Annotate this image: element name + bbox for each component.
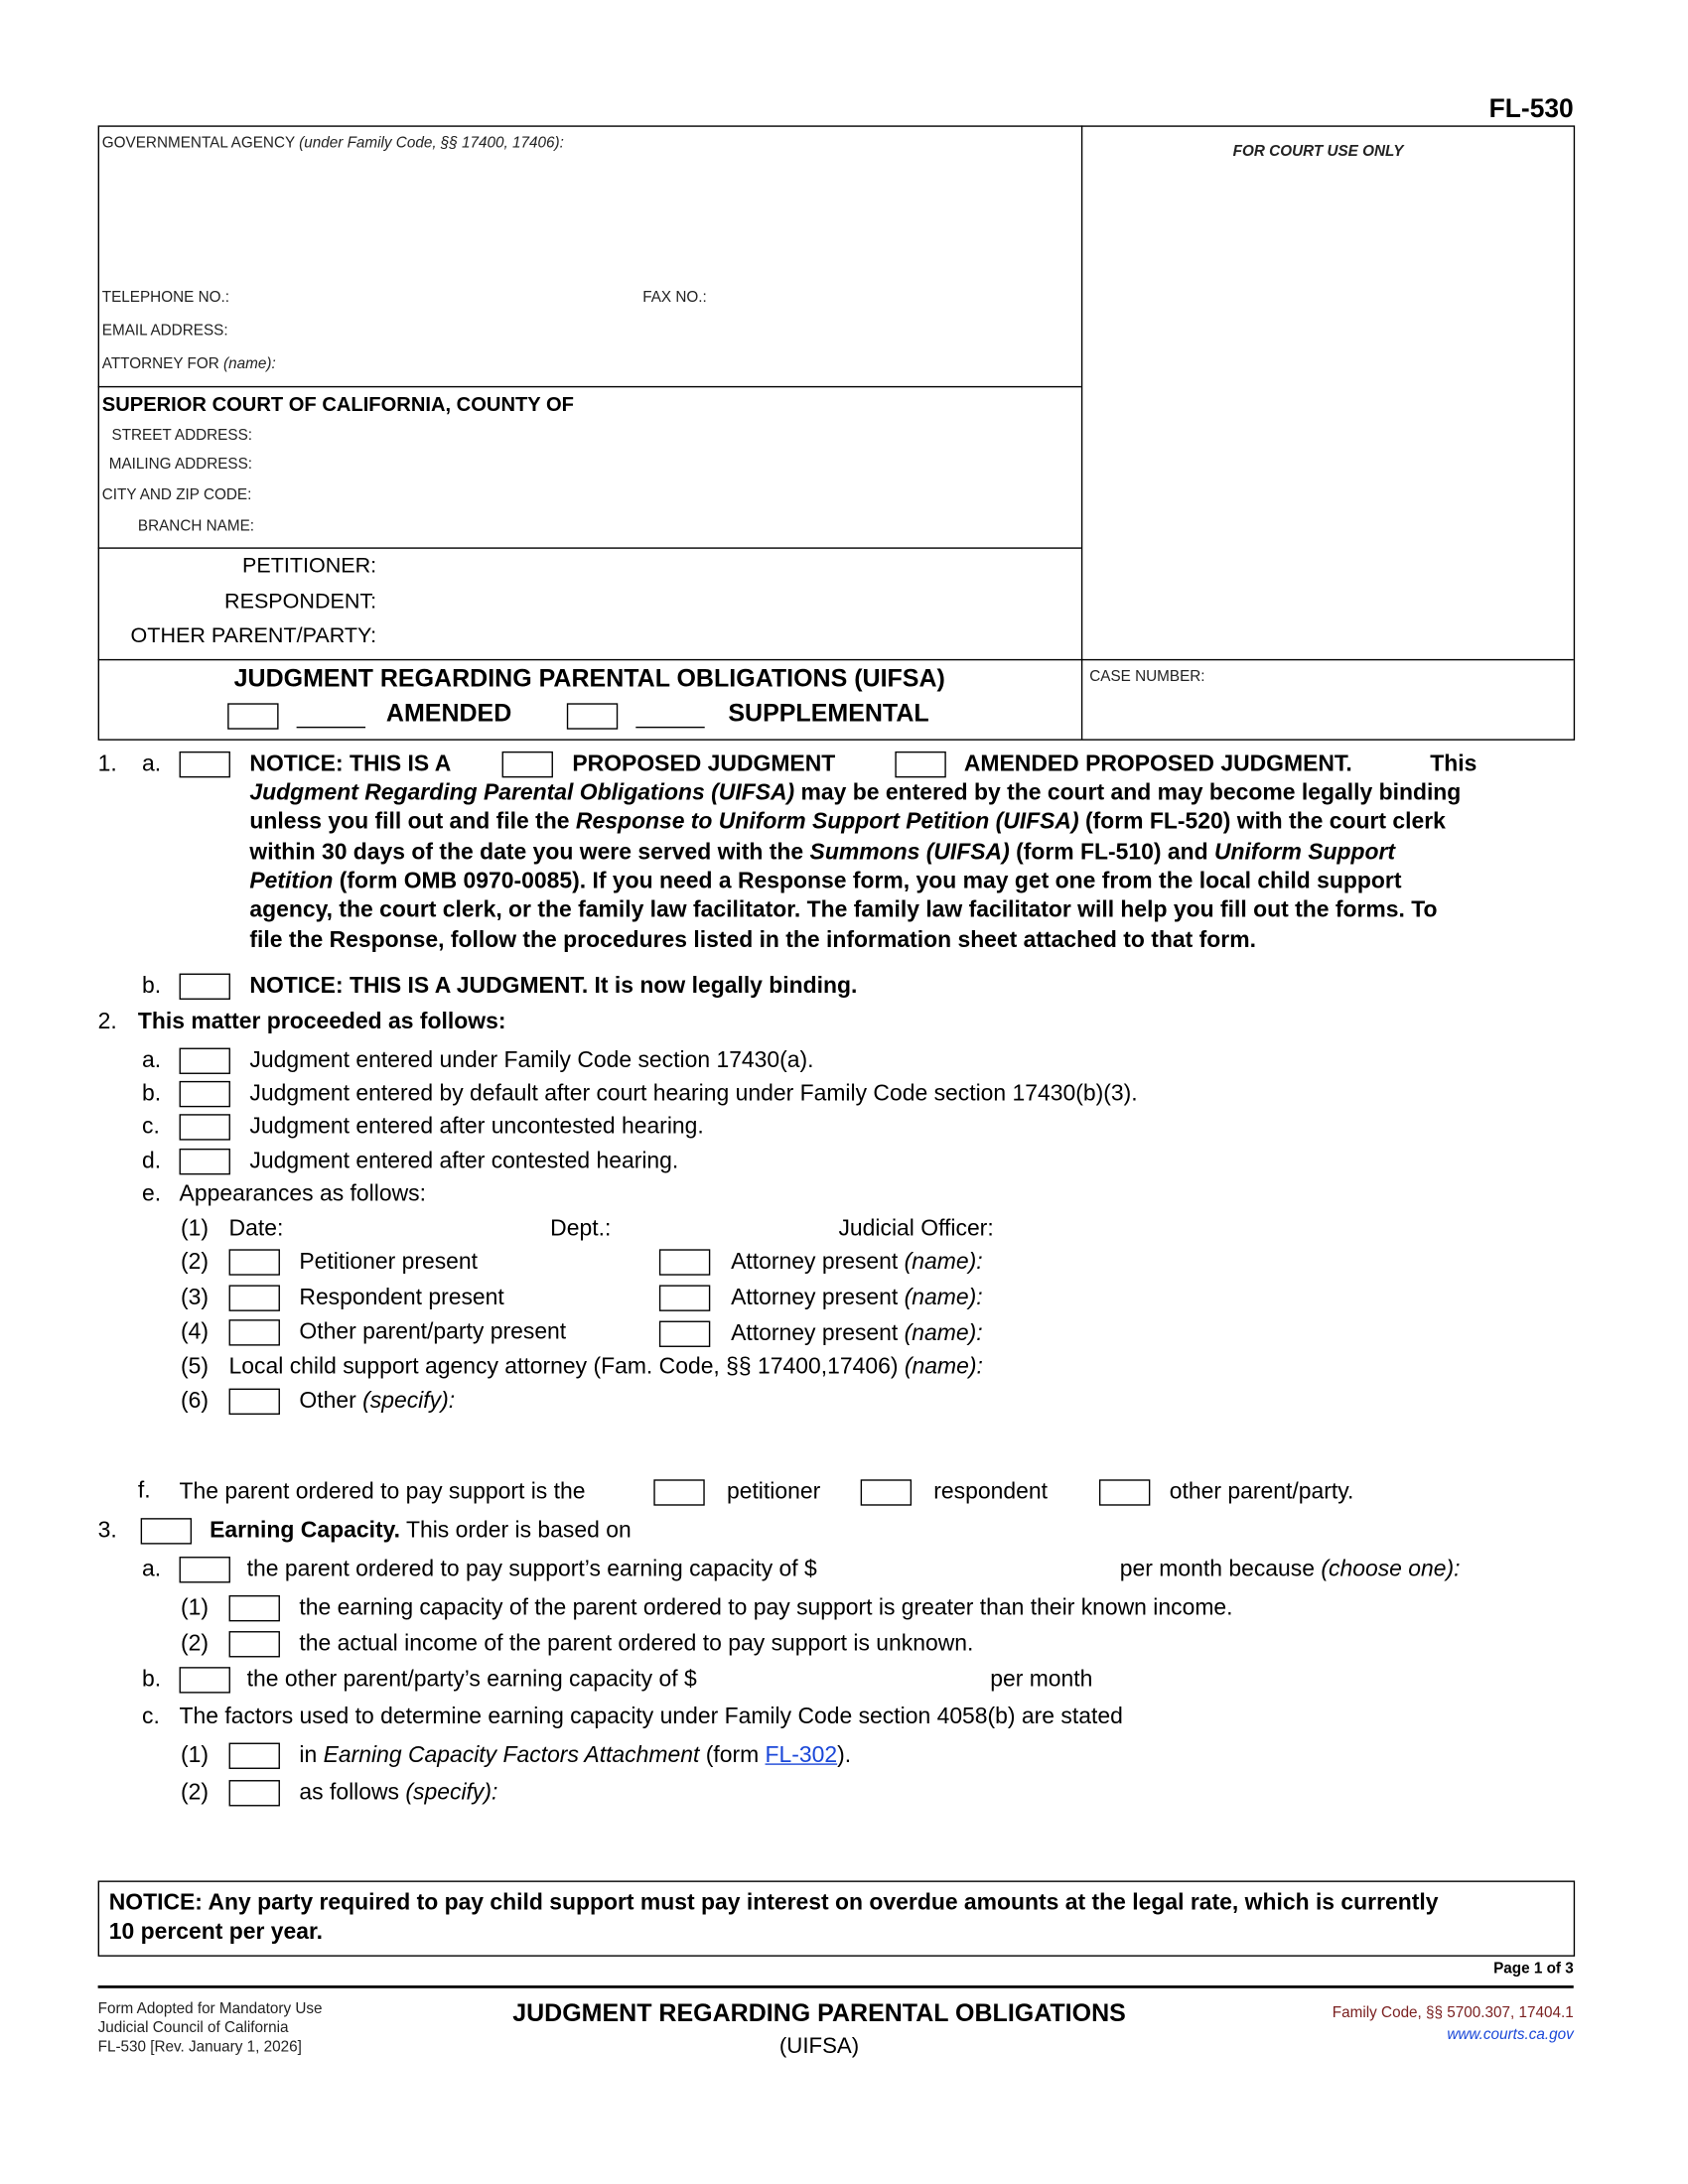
payor-earning-capacity-checkbox[interactable] [180, 1557, 230, 1582]
interest-notice-text: 10 percent per year. [108, 1919, 324, 1945]
divider [98, 659, 1574, 660]
statute-references: Family Code, §§ 5700.307, 17404.1 [1332, 2004, 1574, 2022]
payor-other-party-checkbox[interactable] [1099, 1479, 1150, 1505]
divider [1081, 125, 1082, 739]
item-number: (3) [180, 1285, 209, 1310]
option-label: Attorney present (name): [731, 1320, 983, 1346]
amended-proposed-checkbox[interactable] [895, 751, 945, 777]
option-label: Attorney present (name): [731, 1285, 983, 1310]
local-agency-label: Local child support agency attorney (Fam. Code, §§ 17400,17406) (name): [228, 1353, 983, 1379]
option-label: respondent [933, 1479, 1048, 1505]
item-letter: e. [142, 1181, 162, 1207]
notice-proposed-checkbox[interactable] [180, 751, 230, 777]
form-adoption-info: Form Adopted for Mandatory Use Judicial Council of California FL-530 [Rev. January 1, 2026] [97, 2000, 323, 2056]
payor-label: The parent ordered to pay support is the [179, 1479, 586, 1505]
notice-text: This [1430, 751, 1477, 776]
earning-capacity-checkbox[interactable] [141, 1518, 192, 1544]
item-letter: b. [142, 1667, 162, 1693]
amended-checkbox[interactable] [227, 703, 278, 729]
telephone-label: TELEPHONE NO.: [101, 289, 229, 307]
case-number-label: CASE NUMBER: [1089, 668, 1205, 686]
option-label: Attorney present (name): [731, 1249, 983, 1275]
option-label: the parent ordered to pay support’s earning capacity of $ [246, 1557, 817, 1582]
interest-notice-text: NOTICE: Any party required to pay child support must pay interest on overdue amounts at the legal rate, which is currently [108, 1890, 1439, 1916]
courts-website-link[interactable]: www.courts.ca.gov [1447, 2026, 1574, 2044]
fax-label: FAX NO.: [642, 289, 707, 307]
option-label: Respondent present [299, 1285, 504, 1310]
notice-text: unless you fill out and file the Response to Uniform Support Petition (UIFSA) (form FL-520) with the court clerk [249, 809, 1446, 835]
form-title: JUDGMENT REGARDING PARENTAL OBLIGATIONS (UIFSA) [233, 664, 945, 693]
footer-title: JUDGMENT REGARDING PARENTAL OBLIGATIONS [512, 1998, 1126, 2027]
email-label: EMAIL ADDRESS: [101, 323, 228, 340]
mailing-label: MAILING ADDRESS: [108, 456, 253, 474]
per-month-label: per month because (choose one): [1119, 1557, 1461, 1582]
footer-rule [98, 1985, 1574, 1988]
item-letter: a. [142, 1047, 162, 1073]
item-number: 3. [97, 1518, 117, 1544]
form-id: FL-530 [1488, 94, 1574, 125]
footer-subtitle: (UIFSA) [778, 2035, 860, 2059]
other-party-earning-capacity-checkbox[interactable] [180, 1667, 230, 1693]
per-month-label: per month [990, 1667, 1093, 1693]
capacity-greater-checkbox[interactable] [229, 1595, 280, 1621]
item-letter: f. [137, 1477, 151, 1503]
proposed-judgment-checkbox[interactable] [502, 751, 553, 777]
item-number: (1) [180, 1742, 209, 1768]
option-label: in Earning Capacity Factors Attachment (form FL-302). [299, 1742, 852, 1768]
option-label: other parent/party. [1169, 1479, 1354, 1505]
income-unknown-checkbox[interactable] [229, 1631, 280, 1657]
agency-label: GOVERNMENTAL AGENCY (under Family Code, §§ 17400, 17406): [101, 135, 564, 152]
option-label: Judgment entered after contested hearing. [249, 1148, 679, 1173]
item-number: 2. [97, 1009, 117, 1034]
page-number: Page 1 of 3 [1493, 1961, 1574, 1978]
notice-text: Petition (form OMB 0970-0085). If you need a Response form, you may get one from the local child support [249, 869, 1402, 894]
item-letter: a. [142, 751, 162, 776]
petitioner-attorney-checkbox[interactable] [659, 1249, 710, 1275]
judgment-default-checkbox[interactable] [180, 1081, 230, 1107]
factors-attachment-checkbox[interactable] [229, 1743, 280, 1769]
option-label: as follows (specify): [299, 1780, 498, 1806]
item-number: (5) [180, 1353, 209, 1379]
proposed-judgment-label: PROPOSED JUDGMENT [572, 751, 836, 776]
section-heading: This matter proceeded as follows: [137, 1009, 506, 1034]
option-label: Judgment entered under Family Code section 17430(a). [249, 1047, 814, 1073]
factors-label: The factors used to determine earning capacity under Family Code section 4058(b) are stated [179, 1704, 1123, 1729]
notice-label: NOTICE: THIS IS A [249, 751, 452, 776]
option-label: the actual income of the parent ordered to pay support is unknown. [299, 1631, 974, 1657]
option-label: Judgment entered after uncontested hearing. [249, 1114, 704, 1140]
option-label: Other parent/party present [299, 1319, 567, 1345]
street-label: STREET ADDRESS: [111, 427, 253, 445]
other-party-attorney-checkbox[interactable] [659, 1321, 710, 1347]
notice-text: Judgment Regarding Parental Obligations (UIFSA) may be entered by the court and may become legally binding [249, 780, 1462, 806]
city-zip-label: CITY AND ZIP CODE: [101, 486, 252, 503]
item-number: (2) [180, 1780, 209, 1806]
item-number: 1. [97, 751, 117, 776]
judgment-17430a-checkbox[interactable] [180, 1048, 230, 1074]
factors-as-follows-checkbox[interactable] [229, 1780, 280, 1806]
judgment-uncontested-checkbox[interactable] [180, 1114, 230, 1140]
other-party-present-checkbox[interactable] [229, 1319, 280, 1345]
respondent-attorney-checkbox[interactable] [659, 1285, 710, 1310]
amended-proposed-label: AMENDED PROPOSED JUDGMENT. [963, 751, 1352, 776]
item-letter: b. [142, 973, 162, 999]
respondent-label: RESPONDENT: [224, 590, 377, 614]
respondent-present-checkbox[interactable] [229, 1285, 280, 1310]
notice-judgment-label: NOTICE: THIS IS A JUDGMENT. It is now legally binding. [249, 973, 858, 999]
court-name-label: SUPERIOR COURT OF CALIFORNIA, COUNTY OF [101, 394, 574, 417]
fl-302-link[interactable]: FL-302 [765, 1742, 838, 1768]
item-number: (2) [180, 1631, 209, 1657]
petitioner-present-checkbox[interactable] [229, 1249, 280, 1275]
option-label: petitioner [726, 1479, 821, 1505]
amended-label: AMENDED [385, 699, 512, 727]
item-number: (2) [180, 1249, 209, 1275]
notice-judgment-checkbox[interactable] [180, 974, 230, 1000]
attorney-for-label: ATTORNEY FOR (name): [101, 355, 276, 373]
date-label: Date: [228, 1216, 284, 1242]
item-number: (6) [180, 1388, 209, 1414]
divider [98, 386, 1081, 387]
supplemental-number-field[interactable] [635, 727, 704, 728]
item-number: (1) [180, 1216, 209, 1242]
option-label: Petitioner present [299, 1249, 479, 1275]
notice-text: agency, the court clerk, or the family law facilitator. The family law facilitator will help you fill out the forms. To [249, 897, 1438, 923]
judgment-contested-checkbox[interactable] [180, 1149, 230, 1174]
other-party-label: OTHER PARENT/PARTY: [130, 624, 377, 648]
option-label: Judgment entered by default after court hearing under Family Code section 17430(b)(3). [249, 1080, 1138, 1106]
branch-label: BRANCH NAME: [137, 518, 255, 535]
divider [98, 547, 1081, 548]
item-letter: b. [142, 1080, 162, 1106]
dept-label: Dept.: [550, 1216, 612, 1242]
amended-number-field[interactable] [297, 727, 365, 728]
item-letter: d. [142, 1148, 162, 1173]
payor-respondent-checkbox[interactable] [861, 1479, 912, 1505]
option-label: Other (specify): [299, 1388, 456, 1414]
item-letter: c. [142, 1704, 160, 1729]
court-use-label: FOR COURT USE ONLY [1232, 143, 1404, 161]
other-appearance-checkbox[interactable] [229, 1389, 280, 1415]
appearances-label: Appearances as follows: [179, 1181, 426, 1207]
option-label: the earning capacity of the parent ordered to pay support is greater than their known income. [299, 1594, 1233, 1620]
section-heading: Earning Capacity. This order is based on [210, 1518, 632, 1544]
notice-text: within 30 days of the date you were served with the Summons (UIFSA) (form FL-510) and Uniform Support [249, 839, 1396, 865]
judicial-officer-label: Judicial Officer: [838, 1216, 994, 1242]
option-label: the other parent/party’s earning capacity of $ [246, 1667, 697, 1693]
item-letter: c. [142, 1114, 160, 1140]
item-number: (1) [180, 1594, 209, 1620]
notice-text: file the Response, follow the procedures listed in the information sheet attached to that form. [249, 927, 1256, 953]
petitioner-label: PETITIONER: [241, 554, 377, 578]
payor-petitioner-checkbox[interactable] [653, 1479, 704, 1505]
supplemental-label: SUPPLEMENTAL [728, 699, 929, 727]
item-number: (4) [180, 1319, 209, 1345]
item-letter: a. [142, 1557, 162, 1582]
supplemental-checkbox[interactable] [567, 703, 618, 729]
